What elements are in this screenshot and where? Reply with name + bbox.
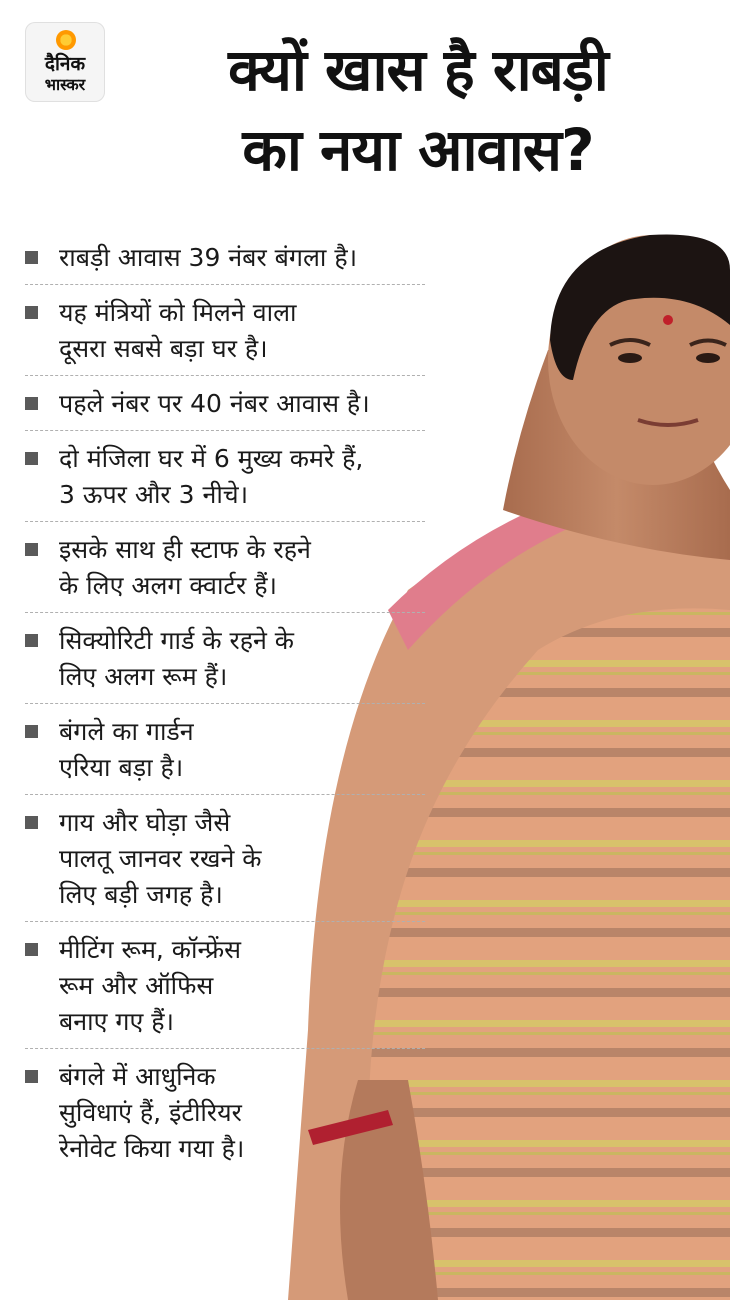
list-item xyxy=(25,441,425,522)
square-bullet-icon xyxy=(25,397,38,410)
fact-text: रेनोवेट किया गया है। xyxy=(59,1134,245,1163)
square-bullet-icon xyxy=(25,943,38,956)
logo-text-line-1: दैनिक xyxy=(44,53,86,75)
fact-text: राबड़ी आवास 39 नंबर बंगला है। xyxy=(59,243,358,272)
page-title xyxy=(118,30,718,190)
fact-text: यह मंत्रियों को मिलने वाला xyxy=(59,298,297,327)
square-bullet-icon xyxy=(25,251,38,264)
list-item xyxy=(25,623,425,704)
square-bullet-icon xyxy=(25,1070,38,1083)
facts-list xyxy=(25,240,425,1185)
fact-text: इसके साथ ही स्टाफ के रहने xyxy=(59,535,311,564)
brand-logo xyxy=(25,22,105,102)
list-item xyxy=(25,295,425,376)
square-bullet-icon xyxy=(25,725,38,738)
list-item xyxy=(25,1059,425,1175)
fact-text: 3 ऊपर और 3 नीचे। xyxy=(59,480,249,509)
fact-text: मीटिंग रूम, कॉन्फ्रेंस xyxy=(59,935,242,964)
fact-text: दो मंजिला घर में 6 मुख्य कमरे हैं, xyxy=(59,444,364,473)
fact-text: पहले नंबर पर 40 नंबर आवास है। xyxy=(59,389,370,418)
square-bullet-icon xyxy=(25,634,38,647)
fact-text: एरिया बड़ा है। xyxy=(59,753,184,782)
square-bullet-icon xyxy=(25,543,38,556)
fact-text: बंगले में आधुनिक xyxy=(59,1062,216,1091)
list-item xyxy=(25,240,425,285)
title-line-1: क्यों खास है राबड़ी xyxy=(228,36,608,104)
square-bullet-icon xyxy=(25,816,38,829)
logo-text-line-2: भास्कर xyxy=(44,75,86,94)
fact-text: बंगले का गार्डन xyxy=(59,717,194,746)
square-bullet-icon xyxy=(25,306,38,319)
fact-text: गाय और घोड़ा जैसे xyxy=(59,808,231,837)
list-item xyxy=(25,805,425,922)
list-item xyxy=(25,386,425,431)
fact-text: के लिए अलग क्वार्टर हैं। xyxy=(59,571,277,600)
fact-text: सुविधाएं हैं, इंटीरियर xyxy=(59,1098,242,1127)
fact-text: लिए अलग रूम हैं। xyxy=(59,662,228,691)
title-line-2: का नया आवास? xyxy=(242,116,594,184)
fact-text: बनाए गए हैं। xyxy=(59,1007,174,1036)
fact-text: दूसरा सबसे बड़ा घर है। xyxy=(59,334,268,363)
fact-text: पालतू जानवर रखने के xyxy=(59,844,262,873)
sun-icon xyxy=(56,30,76,50)
list-item xyxy=(25,932,425,1049)
fact-text: रूम और ऑफिस xyxy=(59,971,214,1000)
square-bullet-icon xyxy=(25,452,38,465)
fact-text: लिए बड़ी जगह है। xyxy=(59,880,223,909)
list-item xyxy=(25,532,425,613)
list-item xyxy=(25,714,425,795)
fact-text: सिक्योरिटी गार्ड के रहने के xyxy=(59,626,294,655)
